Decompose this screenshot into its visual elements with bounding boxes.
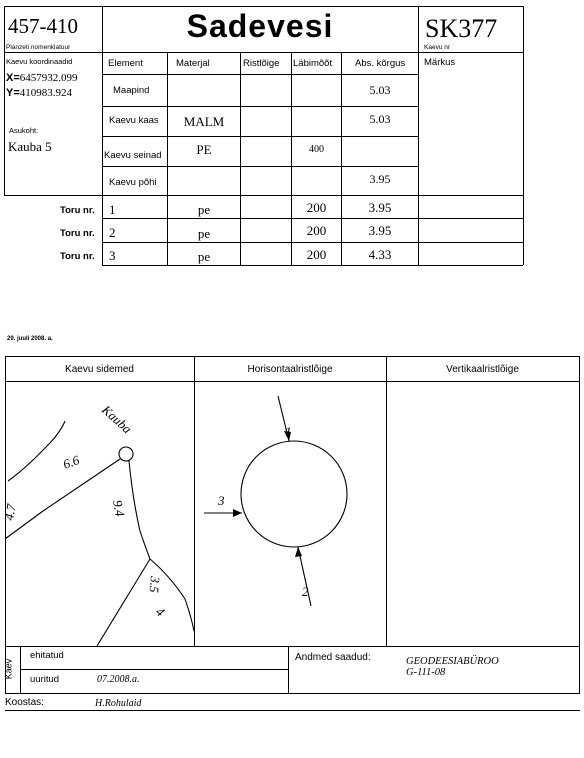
compiler-label: Koostas: — [5, 697, 44, 708]
pipe-diameter: 200 — [306, 247, 327, 262]
tie-street-label: Kauba — [98, 402, 135, 437]
panel-title-vertical: Vertikaalristlõige — [446, 364, 519, 375]
column-header-element: Element — [108, 58, 143, 69]
x-value: 6457932.099 — [19, 72, 78, 84]
pipe-label: Toru nr. — [60, 251, 95, 262]
pipe-number: 1 — [109, 202, 116, 217]
pipe-diameter: 200 — [306, 223, 327, 238]
pipe-height: 4.33 — [368, 247, 392, 262]
column-header-abs-height: Abs. kõrgus — [355, 58, 406, 69]
pipe-material: pe — [197, 226, 211, 241]
y-coordinate — [6, 87, 72, 99]
data-source-company: GEODEESIABÜROO — [406, 656, 499, 667]
compiler-value: H.Rohulaid — [95, 698, 142, 709]
remarks-header: Märkus — [424, 57, 456, 68]
row-element: Kaevu põhi — [109, 177, 157, 188]
pipe-number: 3 — [109, 248, 116, 263]
y-label: Y= — [6, 87, 20, 99]
measured-label: uuritud — [30, 674, 60, 685]
row-element: Kaevu kaas — [109, 115, 159, 126]
horizontal-section-sketch — [194, 381, 386, 646]
well-number-caption: Kaevu nr — [424, 44, 451, 51]
ties-sketch — [1, 381, 194, 646]
row-element: Maapind — [113, 85, 150, 96]
location-caption: Asukoht: — [9, 126, 39, 135]
data-source-label: Andmed saadud: — [295, 652, 371, 663]
pipe-diameter: 200 — [306, 200, 327, 215]
tie-distance-2: 9.4 — [110, 498, 128, 518]
column-header-material: Materjal — [176, 58, 210, 69]
column-header-cross-section: Ristlõige — [243, 58, 280, 69]
coordinates-caption: Kaevu koordinaadid — [6, 57, 73, 66]
panel-title-ties: Kaevu sidemed — [65, 364, 134, 375]
row-height: 5.03 — [369, 83, 391, 97]
tie-distance-1: 6.6 — [60, 452, 82, 472]
pipe-material: pe — [197, 202, 211, 217]
location-value: Kauba 5 — [8, 139, 52, 154]
tie-distance-4: 3.5 — [146, 575, 163, 594]
tie-distance-3: 4.7 — [1, 502, 19, 522]
pipe-1-mark: 1 — [285, 424, 292, 439]
pipe-height: 3.95 — [368, 223, 392, 238]
pipe-height: 3.95 — [368, 200, 392, 215]
date-stamp: 29. juuli 2008. a. — [7, 336, 53, 342]
row-material: PE — [196, 142, 212, 157]
measured-value: 07.2008.a. — [97, 674, 140, 685]
panel-title-horizontal: Horisontaalristlõige — [247, 364, 333, 375]
y-value: 410983.924 — [19, 87, 73, 99]
row-height: 3.95 — [369, 172, 391, 186]
row-material: MALM — [183, 114, 225, 129]
row-element: Kaevu seinad — [104, 150, 162, 161]
data-source-code: G-111-08 — [406, 667, 446, 678]
page-title: Sadevesi — [186, 8, 334, 44]
pipe-label: Toru nr. — [60, 228, 95, 239]
x-coordinate — [6, 72, 78, 84]
pipe-2-mark: 2 — [302, 584, 309, 599]
pipe-material: pe — [197, 249, 211, 264]
pipe-label: Toru nr. — [60, 205, 95, 216]
map-sheet-caption: Planzeti nomenklatuur — [6, 44, 71, 51]
well-side-label: Kaev — [3, 658, 14, 680]
built-label: ehitatud — [30, 650, 64, 661]
x-label: X= — [6, 72, 20, 84]
pipe-3-mark: 3 — [218, 493, 225, 508]
well-number: SK377 — [425, 14, 498, 43]
map-sheet-number: 457-410 — [8, 14, 78, 38]
tie-distance-5: 4 — [153, 603, 168, 620]
pipe-number: 2 — [109, 225, 116, 240]
row-diameter: 400 — [309, 144, 324, 155]
column-header-diameter: Läbimõõt — [293, 58, 333, 69]
row-height: 5.03 — [369, 112, 391, 126]
